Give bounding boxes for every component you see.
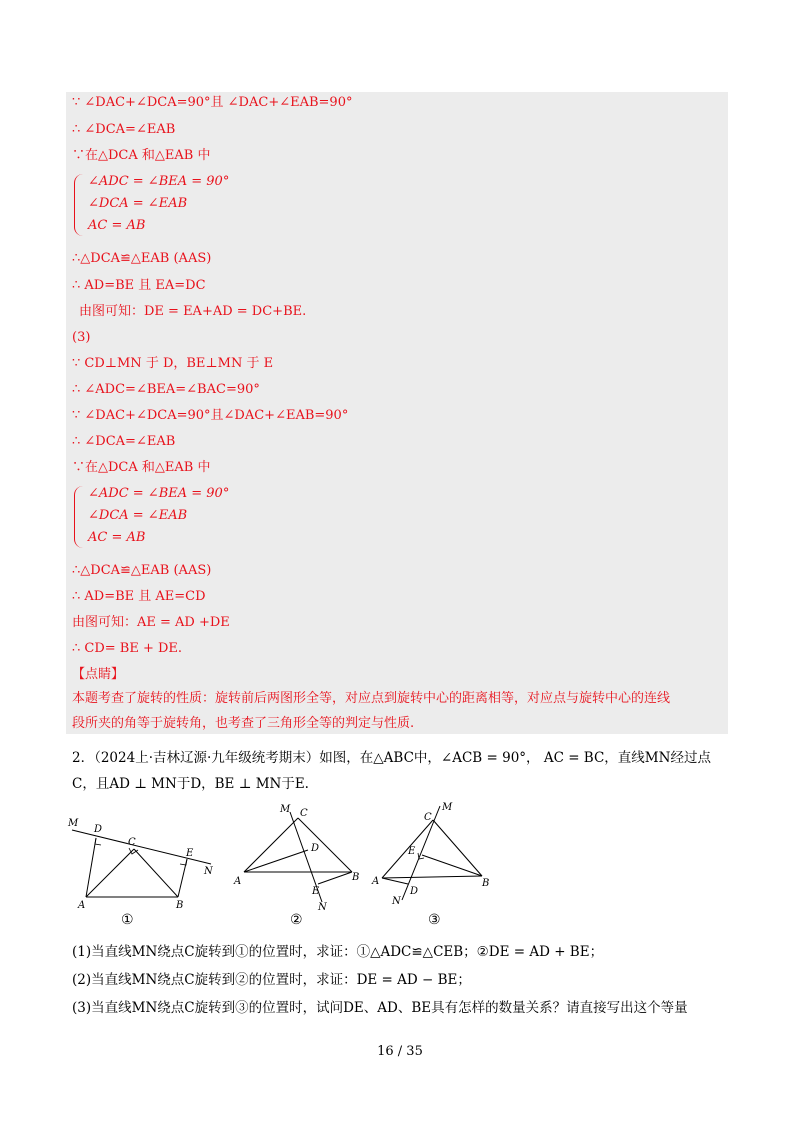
svg-text:E: E <box>312 886 320 897</box>
figure-caption-1: ① <box>121 912 134 928</box>
svg-text:B: B <box>482 878 490 889</box>
question-part-2: (2)当直线MN绕点C旋转到②的位置时，求证：DE = AD − BE； <box>72 972 471 988</box>
solution-line: (3) <box>72 330 91 345</box>
svg-text:A: A <box>372 876 380 887</box>
svg-text:N: N <box>204 866 213 877</box>
comment-heading: 【点睛】 <box>72 667 125 682</box>
solution-line: ∴ ∠DCA=∠EAB <box>72 434 176 449</box>
solution-line: 由图可知：DE = EA+AD = DC+BE. <box>79 304 307 319</box>
question-stem: C，且AD ⊥ MN于D，BE ⊥ MN于E. <box>72 776 309 792</box>
solution-line: ∴△DCA≌△EAB (AAS) <box>72 563 212 578</box>
svg-text:E: E <box>186 848 194 859</box>
figure-caption-2: ② <box>290 912 303 928</box>
solution-line: ∴ ∠DCA=∠EAB <box>72 122 176 137</box>
svg-text:N: N <box>392 896 401 907</box>
brace-icon <box>74 174 83 236</box>
brace-row: ∠DCA = ∠EAB <box>88 508 188 523</box>
solution-line: ∵在△DCA 和△EAB 中 <box>72 148 211 163</box>
brace-row: ∠ADC = ∠BEA = 90° <box>88 486 230 501</box>
question-stem: 2．（2024上·吉林辽源·九年级统考期末）如图，在△ABC中，∠ACB = 90°， AC = BC，直线MN经过点 <box>72 750 711 766</box>
solution-line: ∵在△DCA 和△EAB 中 <box>72 460 211 475</box>
solution-line: 由图可知：AE = AD +DE <box>72 615 230 630</box>
solution-line: ∵ ∠DAC+∠DCA=90°且∠DAC+∠EAB=90° <box>72 408 349 423</box>
svg-text:M: M <box>442 802 453 813</box>
solution-line: ∵ ∠DAC+∠DCA=90°且 ∠DAC+∠EAB=90° <box>72 95 353 110</box>
brace-row: ∠ADC = ∠BEA = 90° <box>88 174 230 189</box>
figure-2 <box>232 800 362 916</box>
solution-line: ∴ AD=BE 且 AE=CD <box>72 589 206 604</box>
comment-text: 段所夹的角等于旋转角，也考查了三角形全等的判定与性质. <box>72 716 415 731</box>
solution-line: ∴△DCA≌△EAB (AAS) <box>72 251 212 266</box>
svg-text:M: M <box>68 818 79 829</box>
question-part-1: (1)当直线MN绕点C旋转到①的位置时，求证：①△ADC≌△CEB；②DE = AD + BE； <box>72 944 604 960</box>
svg-text:N: N <box>318 902 327 912</box>
svg-text:D: D <box>94 824 103 835</box>
page-number: 16 / 35 <box>377 1044 423 1059</box>
brace-row: AC = AB <box>88 530 146 545</box>
solution-line: ∴ CD= BE + DE. <box>72 641 183 656</box>
svg-text:E: E <box>408 846 416 857</box>
figure-3 <box>370 800 500 916</box>
brace-row: ∠DCA = ∠EAB <box>88 196 188 211</box>
svg-text:D: D <box>410 886 419 897</box>
figure-1 <box>66 812 226 916</box>
svg-text:M: M <box>280 804 291 815</box>
svg-text:B: B <box>176 900 184 911</box>
brace-row: AC = AB <box>88 218 146 233</box>
comment-text: 本题考查了旋转的性质：旋转前后两图形全等，对应点到旋转中心的距离相等，对应点与旋转中心的连线 <box>72 691 671 706</box>
solution-line: ∴ AD=BE 且 EA=DC <box>72 278 206 293</box>
svg-text:D: D <box>311 843 320 854</box>
svg-text:C: C <box>300 808 308 819</box>
solution-line: ∵ CD⊥MN 于 D，BE⊥MN 于 E <box>72 356 274 371</box>
solution-line: ∴ ∠ADC=∠BEA=∠BAC=90° <box>72 382 260 397</box>
figure-caption-3: ③ <box>428 912 441 928</box>
svg-text:C: C <box>424 812 432 823</box>
svg-text:A: A <box>78 900 86 911</box>
question-part-3: (3)当直线MN绕点C旋转到③的位置时，试问DE、AD、BE具有怎样的数量关系？请直接写出这个等量 <box>72 1000 688 1016</box>
svg-text:A: A <box>234 876 242 887</box>
svg-text:C: C <box>128 837 136 848</box>
svg-text:B: B <box>352 872 360 883</box>
brace-icon <box>74 486 83 548</box>
